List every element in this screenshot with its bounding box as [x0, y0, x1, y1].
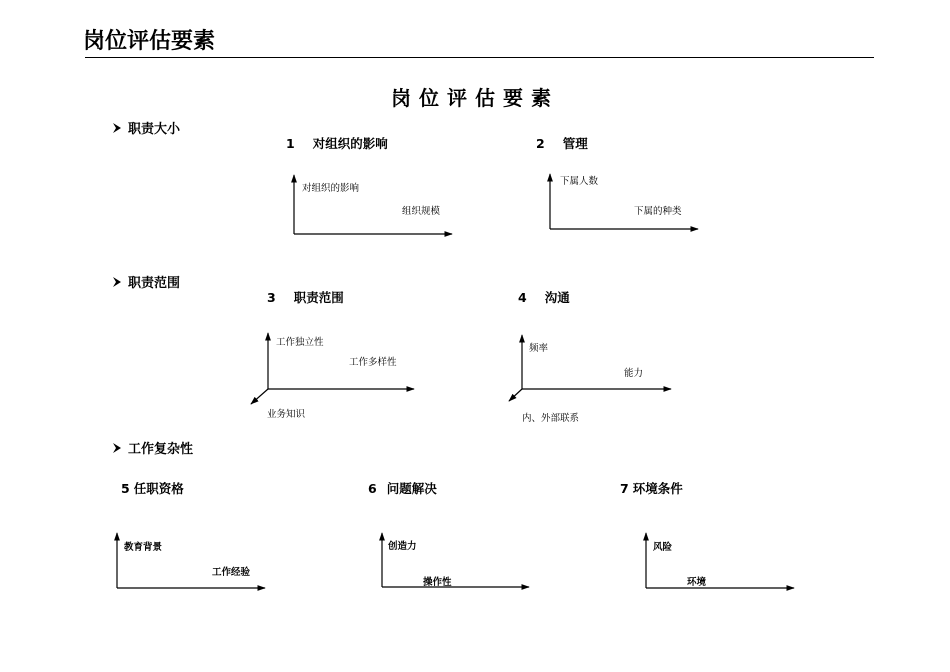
- factor-7-x-axis-label: 环境: [687, 577, 707, 588]
- factor-4-z-axis-label: 内、外部联系: [522, 413, 580, 424]
- factor-number: 5: [121, 481, 130, 496]
- factor-4-x-axis-label: 能力: [624, 368, 644, 379]
- factor-number: 4: [518, 290, 527, 305]
- header-title: 岗位评估要素: [83, 29, 216, 54]
- factor-3-y-axis-label: 工作独立性: [276, 337, 324, 348]
- factor-7-y-axis-label: 风险: [653, 542, 673, 553]
- factor-2-x-axis-label: 下属的种类: [634, 206, 682, 217]
- factor-1-y-axis-label: 对组织的影响: [302, 183, 360, 194]
- section-label: 职责大小: [128, 122, 181, 137]
- factor-title: 问题解决: [386, 481, 437, 496]
- factor-3-z-axis-label: 业务知识: [267, 409, 306, 420]
- factor-6-x-axis-label: 操作性: [423, 577, 452, 588]
- factor-number: 1: [286, 136, 295, 151]
- section-label: 工作复杂性: [128, 442, 194, 457]
- document-title: 岗位评估要素: [391, 86, 559, 110]
- factor-5-x-axis-label: 工作经验: [212, 567, 251, 578]
- factor-title: 职责范围: [293, 290, 344, 305]
- factor-title: 环境条件: [632, 481, 683, 496]
- section-label: 职责范围: [128, 276, 181, 291]
- factor-2-y-axis-label: 下属人数: [560, 176, 599, 187]
- factor-1-x-axis-label: 组织规模: [402, 206, 441, 217]
- factor-6-y-axis-label: 创造力: [388, 541, 417, 552]
- factor-number: 6: [368, 481, 377, 496]
- factor-5-y-axis-label: 教育背景: [124, 542, 163, 553]
- factor-title: 沟通: [544, 290, 570, 305]
- factor-number: 3: [267, 290, 276, 305]
- factor-title: 管理: [562, 136, 588, 151]
- factor-4-y-axis-label: 频率: [529, 343, 549, 354]
- factor-number: 2: [536, 136, 545, 151]
- factor-number: 7: [620, 481, 629, 496]
- factor-3-x-axis-label: 工作多样性: [349, 357, 397, 368]
- factor-title: 对组织的影响: [312, 136, 388, 151]
- factor-title: 任职资格: [133, 481, 184, 496]
